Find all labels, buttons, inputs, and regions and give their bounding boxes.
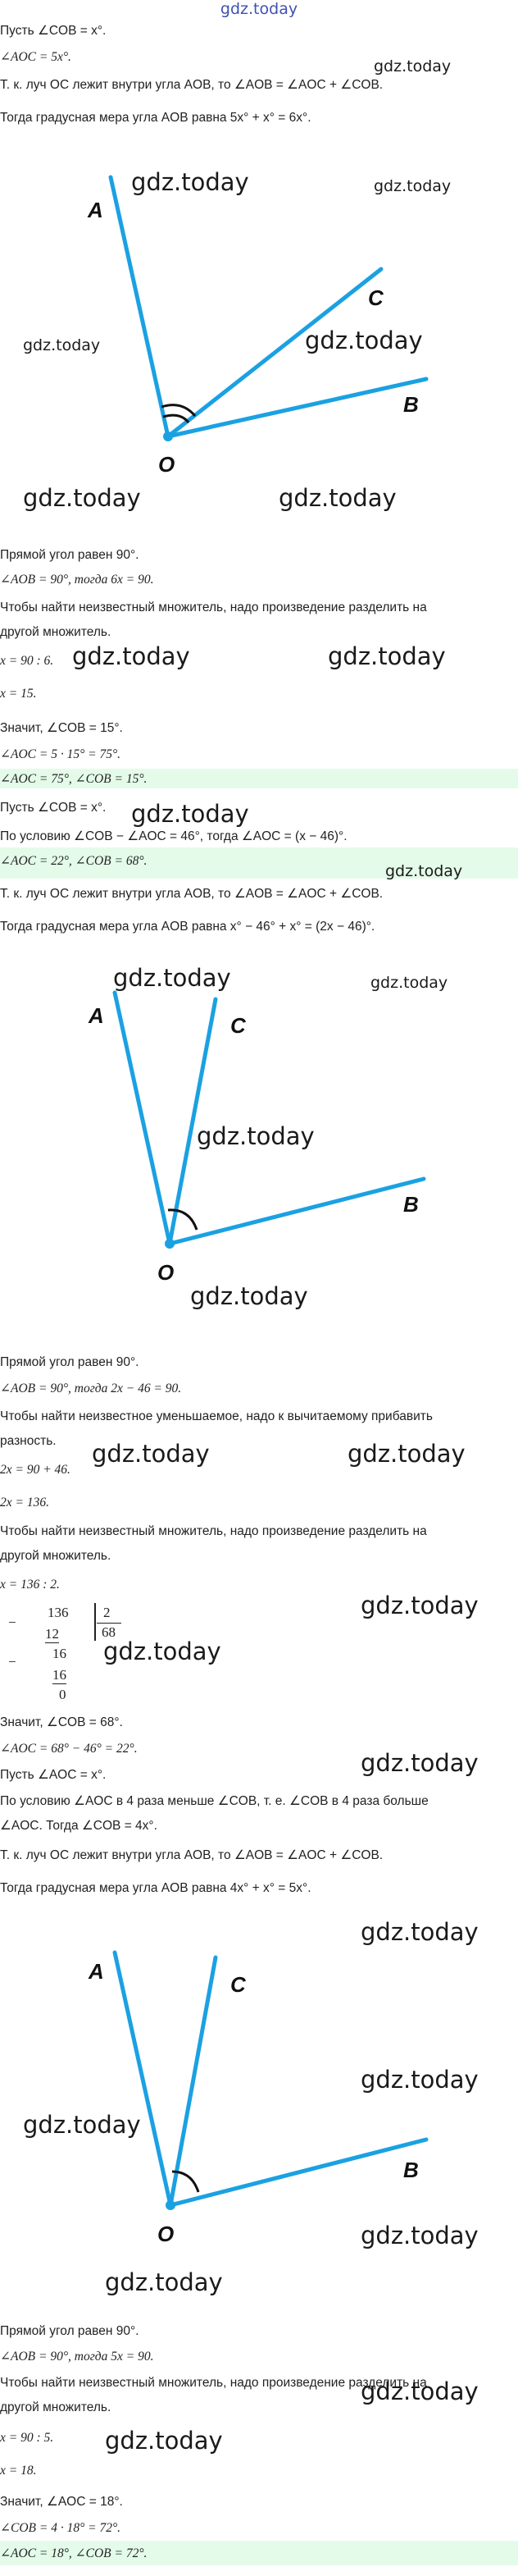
dividend: 136	[48, 1605, 69, 1620]
ray-oc	[170, 999, 216, 1244]
text-line: ∠AOC. Тогда ∠COB = 4x°.	[0, 1819, 157, 1833]
text-line: Т. к. луч OC лежит внутри угла AOB, то ∠AOB = ∠AOC + ∠COB.	[0, 887, 384, 901]
text-line: Тогда градусная мера угла AOB равна x° − 46° + x° = (2x − 46)°.	[0, 920, 375, 934]
text-line: 2x = 136.	[0, 1496, 49, 1510]
divisor: 2	[103, 1605, 111, 1620]
angle-arc	[161, 405, 195, 416]
remainder-1: 16	[52, 1646, 66, 1661]
ray-oa	[111, 177, 168, 436]
label-b: B	[403, 1192, 419, 1217]
text-line: Пусть ∠COB = x°.	[0, 24, 107, 38]
label-a: A	[89, 1959, 104, 1984]
watermark: gdz.today	[385, 862, 463, 880]
minus-sign: −	[8, 1654, 16, 1669]
text-line: Чтобы найти неизвестное уменьшаемое, надо к вычитаемому прибавить	[0, 1409, 433, 1423]
text-line: ∠COB = 4 · 18° = 72°.	[0, 2521, 121, 2535]
ray-oa	[115, 1953, 170, 2205]
text-line: Прямой угол равен 90°.	[0, 1355, 139, 1369]
text-line: Чтобы найти неизвестный множитель, надо произведение разделить на	[0, 1524, 427, 1538]
text-line: Т. к. луч OC лежит внутри угла AOB, то ∠AOB = ∠AOC + ∠COB.	[0, 78, 384, 92]
label-o: O	[157, 1260, 175, 1285]
text-line: x = 90 : 6.	[0, 654, 54, 668]
text-line: ∠AOB = 90°, тогда 2x − 46 = 90.	[0, 1382, 182, 1395]
ray-oc	[170, 1957, 216, 2205]
watermark: gdz.today	[23, 336, 101, 354]
ray-ob	[170, 1179, 424, 1244]
text-line: ∠AOC = 5x°.	[0, 50, 71, 64]
text-line: другой множитель.	[0, 2400, 111, 2414]
watermark: gdz.today	[72, 642, 190, 670]
step-2: 16	[52, 1667, 66, 1683]
text-line: Тогда градусная мера угла AOB равна 5x° + x° = 6x°.	[0, 111, 311, 125]
label-a: A	[88, 198, 103, 222]
watermark: gdz.today	[361, 2066, 479, 2094]
watermark: gdz.today	[361, 2222, 479, 2249]
watermark: gdz.today	[361, 1592, 479, 1619]
text-line: Прямой угол равен 90°.	[0, 2324, 139, 2338]
divisor-line	[97, 1623, 121, 1624]
label-c: C	[368, 285, 384, 310]
text-line: Прямой угол равен 90°.	[0, 548, 139, 562]
division-bar	[94, 1603, 96, 1641]
minus-sign: −	[8, 1615, 16, 1630]
watermark: gdz.today	[23, 2111, 141, 2139]
answer-line: ∠AOC = 75°, ∠COB = 15°.	[0, 772, 148, 786]
text-line: разность.	[0, 1434, 57, 1448]
watermark: gdz.today	[113, 964, 231, 992]
ray-ob	[170, 2140, 426, 2205]
text-line: x = 18.	[0, 2464, 37, 2478]
step-1: 12	[45, 1626, 59, 1642]
text-line: Пусть ∠COB = x°.	[0, 801, 107, 815]
watermark: gdz.today	[361, 1749, 479, 1777]
text-line: x = 90 : 5.	[0, 2431, 54, 2445]
watermark: gdz.today	[279, 484, 397, 512]
watermark: gdz.today	[348, 1440, 466, 1468]
watermark: gdz.today	[92, 1440, 210, 1468]
label-o: O	[158, 452, 175, 477]
watermark: gdz.today	[23, 484, 141, 512]
watermark: gdz.today	[305, 327, 423, 354]
text-line: Тогда градусная мера угла AOB равна 4x° + x° = 5x°.	[0, 1881, 311, 1895]
watermark: gdz.today	[190, 1282, 308, 1310]
text-line: x = 136 : 2.	[0, 1578, 60, 1592]
answer-line: ∠AOC = 18°, ∠COB = 72°.	[0, 2546, 148, 2560]
label-o: O	[157, 2222, 175, 2246]
watermark: gdz.today	[328, 642, 446, 670]
text-line: ∠AOC = 68° − 46° = 22°.	[0, 1742, 138, 1756]
text-line: ∠AOB = 90°, тогда 5x = 90.	[0, 2350, 154, 2364]
watermark: gdz.today	[374, 177, 452, 195]
vertex-point	[163, 432, 173, 441]
quotient: 68	[102, 1624, 116, 1640]
text-line: Значит, ∠AOC = 18°.	[0, 2495, 123, 2509]
watermark: gdz.today	[105, 2268, 223, 2296]
watermark: gdz.today	[361, 2377, 479, 2405]
text-line: x = 15.	[0, 687, 37, 701]
text-line: Значит, ∠COB = 68°.	[0, 1715, 123, 1729]
label-b: B	[403, 392, 419, 417]
text-line: ∠AOB = 90°, тогда 6x = 90.	[0, 573, 154, 587]
text-line: Пусть ∠AOC = x°.	[0, 1768, 107, 1782]
site-link[interactable]: gdz.today	[220, 0, 298, 18]
label-a: A	[89, 1003, 104, 1028]
text-line: Чтобы найти неизвестный множитель, надо произведение разделить на	[0, 601, 427, 614]
text-line: Т. к. луч OC лежит внутри угла AOB, то ∠AOB = ∠AOC + ∠COB.	[0, 1848, 384, 1862]
text-line: другой множитель.	[0, 1549, 111, 1563]
vertex-point	[165, 1239, 175, 1249]
text-line: другой множитель.	[0, 625, 111, 639]
text-line: По условию ∠AOC в 4 раза меньше ∠COB, т. е. ∠COB в 4 раза больше	[0, 1794, 429, 1808]
watermark: gdz.today	[374, 57, 452, 75]
watermark: gdz.today	[361, 1918, 479, 1946]
watermark: gdz.today	[197, 1122, 315, 1150]
vertex-point	[166, 2200, 175, 2210]
ray-oa	[115, 993, 170, 1244]
text-line: По условию ∠COB − ∠AOC = 46°, тогда ∠AOC = (x − 46)°.	[0, 829, 348, 843]
label-c: C	[230, 1972, 246, 1997]
text-line: Значит, ∠COB = 15°.	[0, 721, 123, 735]
remainder: 0	[59, 1687, 66, 1702]
watermark: gdz.today	[370, 974, 448, 992]
label-b: B	[403, 2158, 419, 2182]
text-line: Чтобы найти неизвестный множитель, надо произведение разделить на	[0, 2376, 427, 2390]
watermark: gdz.today	[131, 168, 249, 196]
watermark: gdz.today	[131, 800, 249, 828]
text-line: ∠AOC = 5 · 15° = 75°.	[0, 747, 121, 761]
answer-line: ∠AOC = 22°, ∠COB = 68°.	[0, 854, 148, 868]
watermark: gdz.today	[105, 2427, 223, 2455]
label-c: C	[230, 1013, 246, 1038]
text-line: 2x = 90 + 46.	[0, 1463, 70, 1477]
watermark: gdz.today	[103, 1637, 221, 1665]
